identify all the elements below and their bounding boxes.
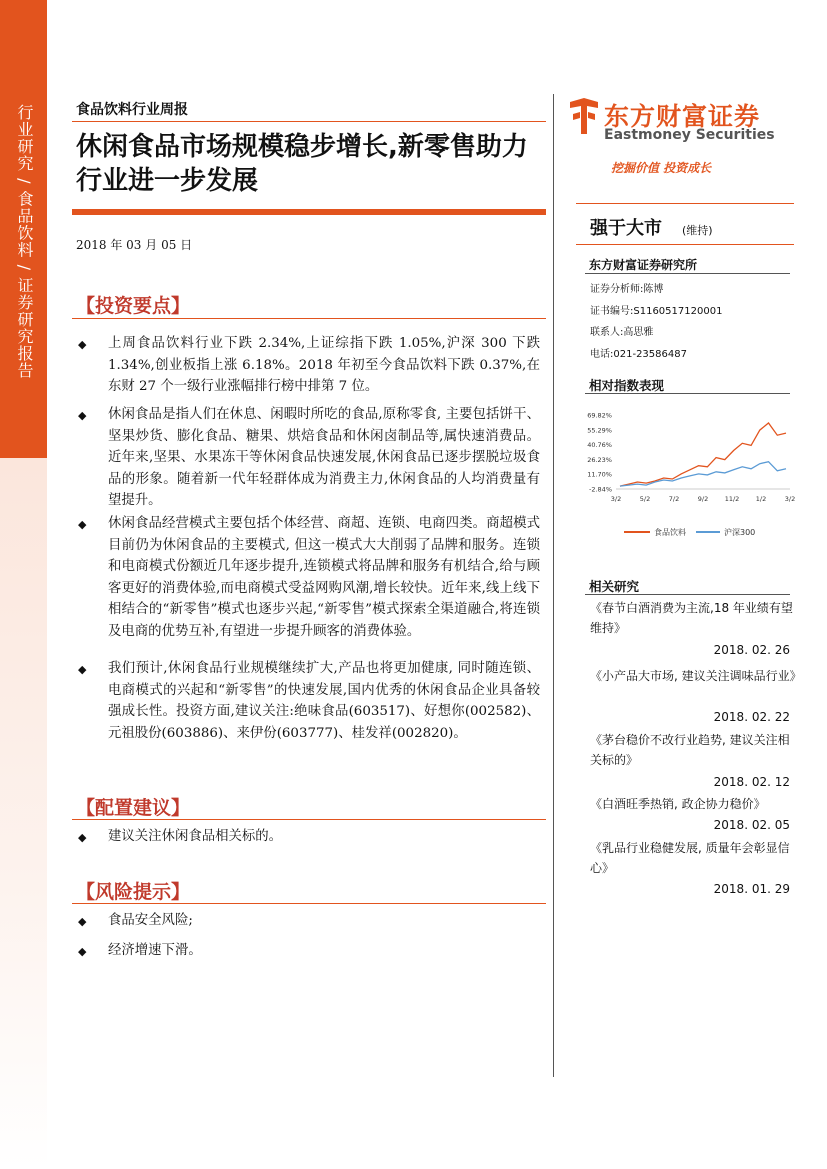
title-bar [72, 209, 546, 215]
bullet-icon: ◆ [78, 831, 87, 844]
invest-bullet: 休闲食品是指人们在休息、闲暇时所吃的食品,原称零食, 主要包括饼干、坚果炒货、膨化食品、糖果、烘焙食品和休闲卤制品等,属快速消费品。近年来,坚果、水果冻干等休闲食品快速发展,休闲食品已逐步摆脱垃圾食品的形象。随着新一代年轻群体成为消费主力,休闲食品的人均消费量有望提升。 [108, 407, 540, 508]
related-date: 2018. 02. 22 [713, 710, 790, 724]
brand-name-cn: 东方财富证券 [604, 102, 761, 131]
bullet-icon: ◆ [78, 338, 87, 351]
related-item[interactable]: 《白酒旺季热销, 政企协力稳价》 [590, 797, 766, 811]
bullet-icon: ◆ [78, 945, 87, 958]
contact-name: 联系人:高思雅 [590, 327, 654, 338]
y-tick-label: -2.84% [589, 485, 612, 494]
sidebar [0, 0, 47, 1169]
chart-legend [596, 525, 796, 539]
risk-bullet: 食品安全风险; [108, 913, 193, 928]
institute-name: 东方财富证券研究所 [589, 258, 698, 272]
related-rule [585, 594, 790, 595]
rating-main: 强于大市 [590, 218, 662, 239]
y-tick-label: 55.29% [587, 426, 612, 435]
invest-bullet: 我们预计,休闲食品行业规模继续扩大,产品也将更加健康, 同时随连锁、电商模式的兴起和“新零售”的快速发展,国内优秀的休闲食品企业具备较强成长性。投资方面,建议关注:绝味食品(603517)、好想你(002582)、元祖股份(603886)、来伊份(603777)、桂发祥(002820)。 [108, 661, 540, 741]
x-tick-label: 11/2 [724, 495, 740, 503]
brand-name-en: Eastmoney Securities [604, 127, 775, 143]
series-line-0 [620, 423, 786, 486]
section-rule-config [72, 819, 546, 820]
invest-bullet: 上周食品饮料行业下跌 2.34%,上证综指下跌 1.05%,沪深 300 下跌 1.34%,创业板指上涨 6.18%。2018 年初至今食品饮料下跌 0.37%,在东财 27 个一级行业涨幅排行榜中排第 7 位。 [108, 336, 540, 394]
x-tick-label: 3/2 [610, 495, 622, 503]
sidebar-label: 行业研究 / 食品饮料 / 证券研究报告 [15, 104, 34, 380]
bullet-icon: ◆ [78, 663, 87, 676]
related-item[interactable]: 《乳品行业稳健发展, 质量年会彰显信心》 [590, 841, 790, 875]
legend-label-food: 食品饮料 [654, 528, 686, 537]
contact-phone: 电话:021-23586487 [590, 349, 687, 360]
related-title: 相关研究 [589, 579, 640, 594]
section-title-config: 【配置建议】 [76, 797, 191, 819]
brand-slogan: 挖掘价值 投资成长 [611, 161, 712, 175]
risk-bullet: 经济增速下滑。 [108, 943, 202, 958]
related-item[interactable]: 《春节白酒消费为主流,18 年业绩有望维持》 [590, 601, 793, 635]
analyst-cert: 证书编号:S1160517120001 [590, 306, 723, 317]
brand-logo-icon [567, 96, 601, 136]
institute-rule [585, 273, 790, 274]
x-tick-label: 9/2 [697, 495, 709, 503]
y-tick-label: 26.23% [587, 455, 612, 464]
x-tick-label: 5/2 [639, 495, 651, 503]
y-tick-label: 40.76% [587, 441, 612, 450]
config-bullet: 建议关注休闲食品相关标的。 [108, 829, 283, 844]
page-title: 休闲食品市场规模稳步增长,新零售助力行业进一步发展 [76, 132, 528, 196]
section-title-invest: 【投资要点】 [76, 295, 191, 317]
section-rule-invest [72, 318, 546, 319]
column-divider [553, 94, 554, 1077]
x-tick-label: 1/2 [755, 495, 767, 503]
related-date: 2018. 02. 26 [713, 643, 790, 657]
x-tick-label: 7/2 [668, 495, 680, 503]
analyst-name: 证券分析师:陈博 [590, 284, 664, 295]
bullet-icon: ◆ [78, 409, 87, 422]
related-date: 2018. 01. 29 [713, 882, 790, 896]
sidebar-gradient [0, 458, 47, 1169]
section-rule-risk [72, 903, 546, 904]
performance-rule [585, 393, 790, 394]
related-item[interactable]: 《茅台稳价不改行业趋势, 建议关注相关标的》 [590, 733, 790, 767]
related-date: 2018. 02. 05 [713, 818, 790, 832]
invest-bullet: 休闲食品经营模式主要包括个体经营、商超、连锁、电商四类。商超模式目前仍为休闲食品的主要模式, 但这一模式大大削弱了品牌和服务。连锁和电商模式份额近几年逐步提升,连锁模式将品牌和服务有机结合,给与顾客更好的消费体验,而电商模式受益网购风潮,增长较快。近年来,线上线下相结合的“新零售”模式也逐步兴起,“新零售”模式探索全渠道融合,将连锁及电商的优势互补,有望进一步提升顾客的消费体验。 [108, 516, 540, 639]
legend-label-hs300: 沪深300 [724, 528, 756, 537]
relative-index-chart [580, 405, 795, 537]
bullet-icon: ◆ [78, 518, 87, 531]
report-date: 2018 年 03 月 05 日 [76, 238, 193, 252]
related-date: 2018. 02. 12 [713, 775, 790, 789]
rating-sub: (维持) [682, 224, 713, 237]
y-tick-label: 11.70% [587, 470, 612, 479]
section-title-risk: 【风险提示】 [76, 881, 191, 903]
y-tick-label: 69.82% [587, 411, 612, 420]
report-type: 食品饮料行业周报 [76, 102, 188, 118]
related-item[interactable]: 《小产品大市场, 建议关注调味品行业》 [590, 669, 802, 683]
header-rule [72, 121, 546, 122]
bullet-icon: ◆ [78, 915, 87, 928]
x-tick-label: 3/2 [784, 495, 795, 503]
performance-title: 相对指数表现 [589, 378, 665, 393]
